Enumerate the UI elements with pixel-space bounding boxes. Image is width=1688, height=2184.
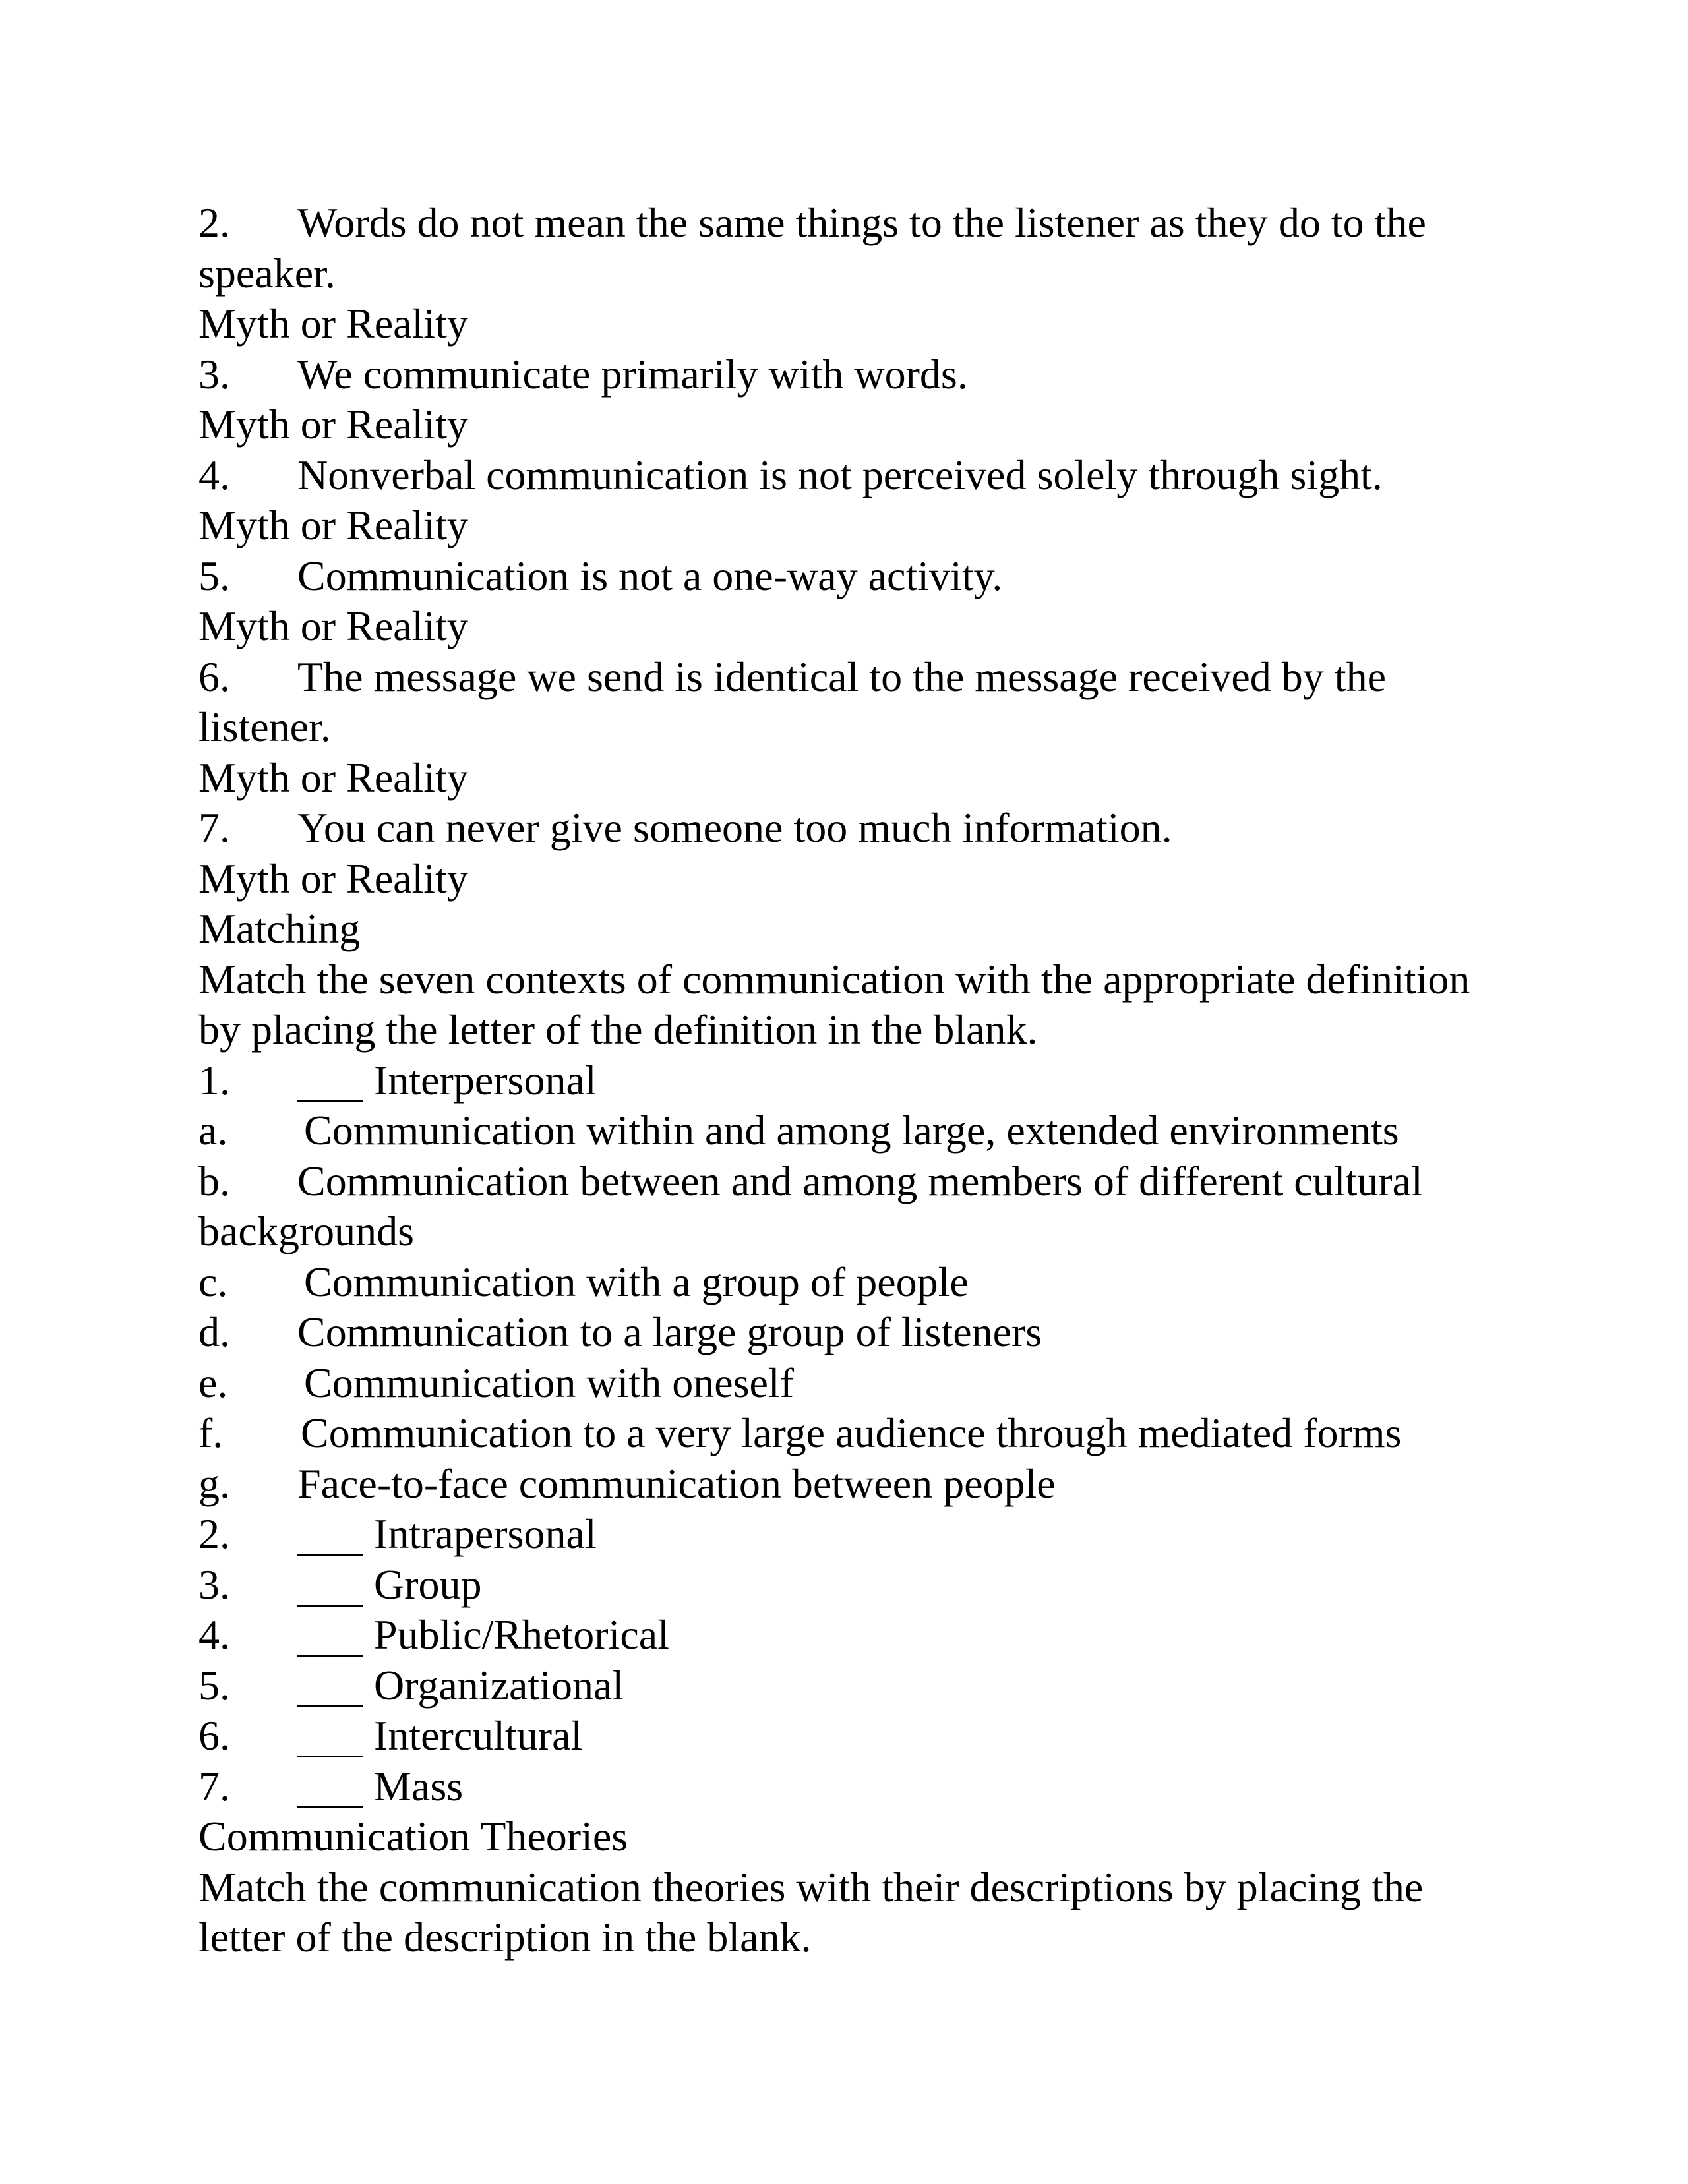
item-text: The message we send is identical to the message received by the listener. xyxy=(198,653,1386,750)
definition-text: Communication with oneself xyxy=(304,1359,794,1406)
definition-a xyxy=(198,1106,1504,1156)
definition-text: Communication between and among members of different cultural backgrounds xyxy=(198,1157,1423,1254)
matching-term-7 xyxy=(198,1761,1504,1812)
definition-text: Communication with a group of people xyxy=(304,1258,969,1305)
item-text: You can never give someone too much information. xyxy=(297,804,1172,851)
definition-text: Communication within and among large, extended environments xyxy=(304,1107,1399,1154)
term-number: 1. xyxy=(198,1056,230,1104)
item-number: 6. xyxy=(198,653,230,700)
myth-item-2 xyxy=(198,198,1504,299)
definition-b xyxy=(198,1156,1504,1257)
document-content xyxy=(198,198,1504,1963)
myth-or-reality-label: Myth or Reality xyxy=(198,603,468,649)
item-number: 7. xyxy=(198,804,230,851)
matching-term-1 xyxy=(198,1055,1504,1106)
item-text: Words do not mean the same things to the listener as they do to the speaker. xyxy=(198,199,1426,297)
item-number: 2. xyxy=(198,199,230,246)
theories-instructions: Match the communication theories with their descriptions by placing the letter of the description in the blank. xyxy=(198,1863,1424,1961)
item-number: 3. xyxy=(198,350,230,398)
term-text: Group xyxy=(374,1560,482,1608)
matching-heading: Matching xyxy=(198,905,361,952)
definition-letter: d. xyxy=(198,1309,230,1355)
matching-instructions: Match the seven contexts of communication with the appropriate definition by placing the letter of the definition in the blank. xyxy=(198,955,1470,1053)
definition-text: Communication to a large group of listeners xyxy=(297,1309,1042,1355)
definition-letter: f. xyxy=(198,1409,224,1456)
myth-or-reality-label: Myth or Reality xyxy=(198,753,468,801)
myth-or-reality-label: Myth or Reality xyxy=(198,300,468,347)
definition-letter: a. xyxy=(198,1107,228,1154)
term-text: Interpersonal xyxy=(374,1056,597,1104)
answer-blank[interactable] xyxy=(297,1719,363,1757)
term-number: 3. xyxy=(198,1560,230,1608)
definition-letter: e. xyxy=(198,1359,228,1406)
term-number: 7. xyxy=(198,1762,230,1810)
item-number: 4. xyxy=(198,451,230,498)
answer-blank[interactable] xyxy=(297,1517,363,1556)
definition-text: Communication to a very large audience through mediated forms xyxy=(301,1409,1402,1456)
myth-item-4 xyxy=(198,450,1504,501)
term-text: Intrapersonal xyxy=(374,1510,597,1557)
matching-term-2 xyxy=(198,1509,1504,1560)
matching-term-5 xyxy=(198,1661,1504,1711)
definition-c xyxy=(198,1257,1504,1308)
answer-blank[interactable] xyxy=(297,1063,363,1102)
term-number: 4. xyxy=(198,1611,230,1658)
item-number: 5. xyxy=(198,552,230,599)
item-text: We communicate primarily with words. xyxy=(297,350,968,398)
definition-f xyxy=(198,1408,1504,1459)
item-text: Communication is not a one-way activity. xyxy=(297,552,1003,599)
definition-letter: g. xyxy=(198,1460,230,1507)
myth-item-6 xyxy=(198,652,1504,753)
term-text: Organizational xyxy=(374,1661,624,1709)
myth-item-5 xyxy=(198,551,1504,602)
definition-g xyxy=(198,1459,1504,1510)
term-text: Mass xyxy=(374,1762,464,1810)
definition-d xyxy=(198,1307,1504,1358)
matching-term-4 xyxy=(198,1610,1504,1661)
myth-or-reality-label: Myth or Reality xyxy=(198,854,468,902)
myth-or-reality-label: Myth or Reality xyxy=(198,502,468,548)
definition-letter: b. xyxy=(198,1157,230,1204)
term-number: 6. xyxy=(198,1712,230,1759)
myth-item-3 xyxy=(198,349,1504,400)
answer-blank[interactable] xyxy=(297,1618,363,1657)
answer-blank[interactable] xyxy=(297,1568,363,1607)
theories-heading: Communication Theories xyxy=(198,1813,628,1860)
answer-blank[interactable] xyxy=(297,1668,363,1707)
term-text: Intercultural xyxy=(374,1712,583,1759)
myth-item-7 xyxy=(198,803,1504,854)
definition-e xyxy=(198,1358,1504,1409)
myth-or-reality-label: Myth or Reality xyxy=(198,401,468,448)
matching-term-6 xyxy=(198,1711,1504,1761)
term-number: 5. xyxy=(198,1661,230,1709)
matching-term-3 xyxy=(198,1560,1504,1610)
definition-letter: c. xyxy=(198,1258,228,1305)
term-number: 2. xyxy=(198,1510,230,1557)
term-text: Public/Rhetorical xyxy=(374,1611,669,1658)
item-text: Nonverbal communication is not perceived solely through sight. xyxy=(297,451,1383,498)
definition-text: Face-to-face communication between people xyxy=(297,1460,1056,1507)
answer-blank[interactable] xyxy=(297,1769,363,1808)
